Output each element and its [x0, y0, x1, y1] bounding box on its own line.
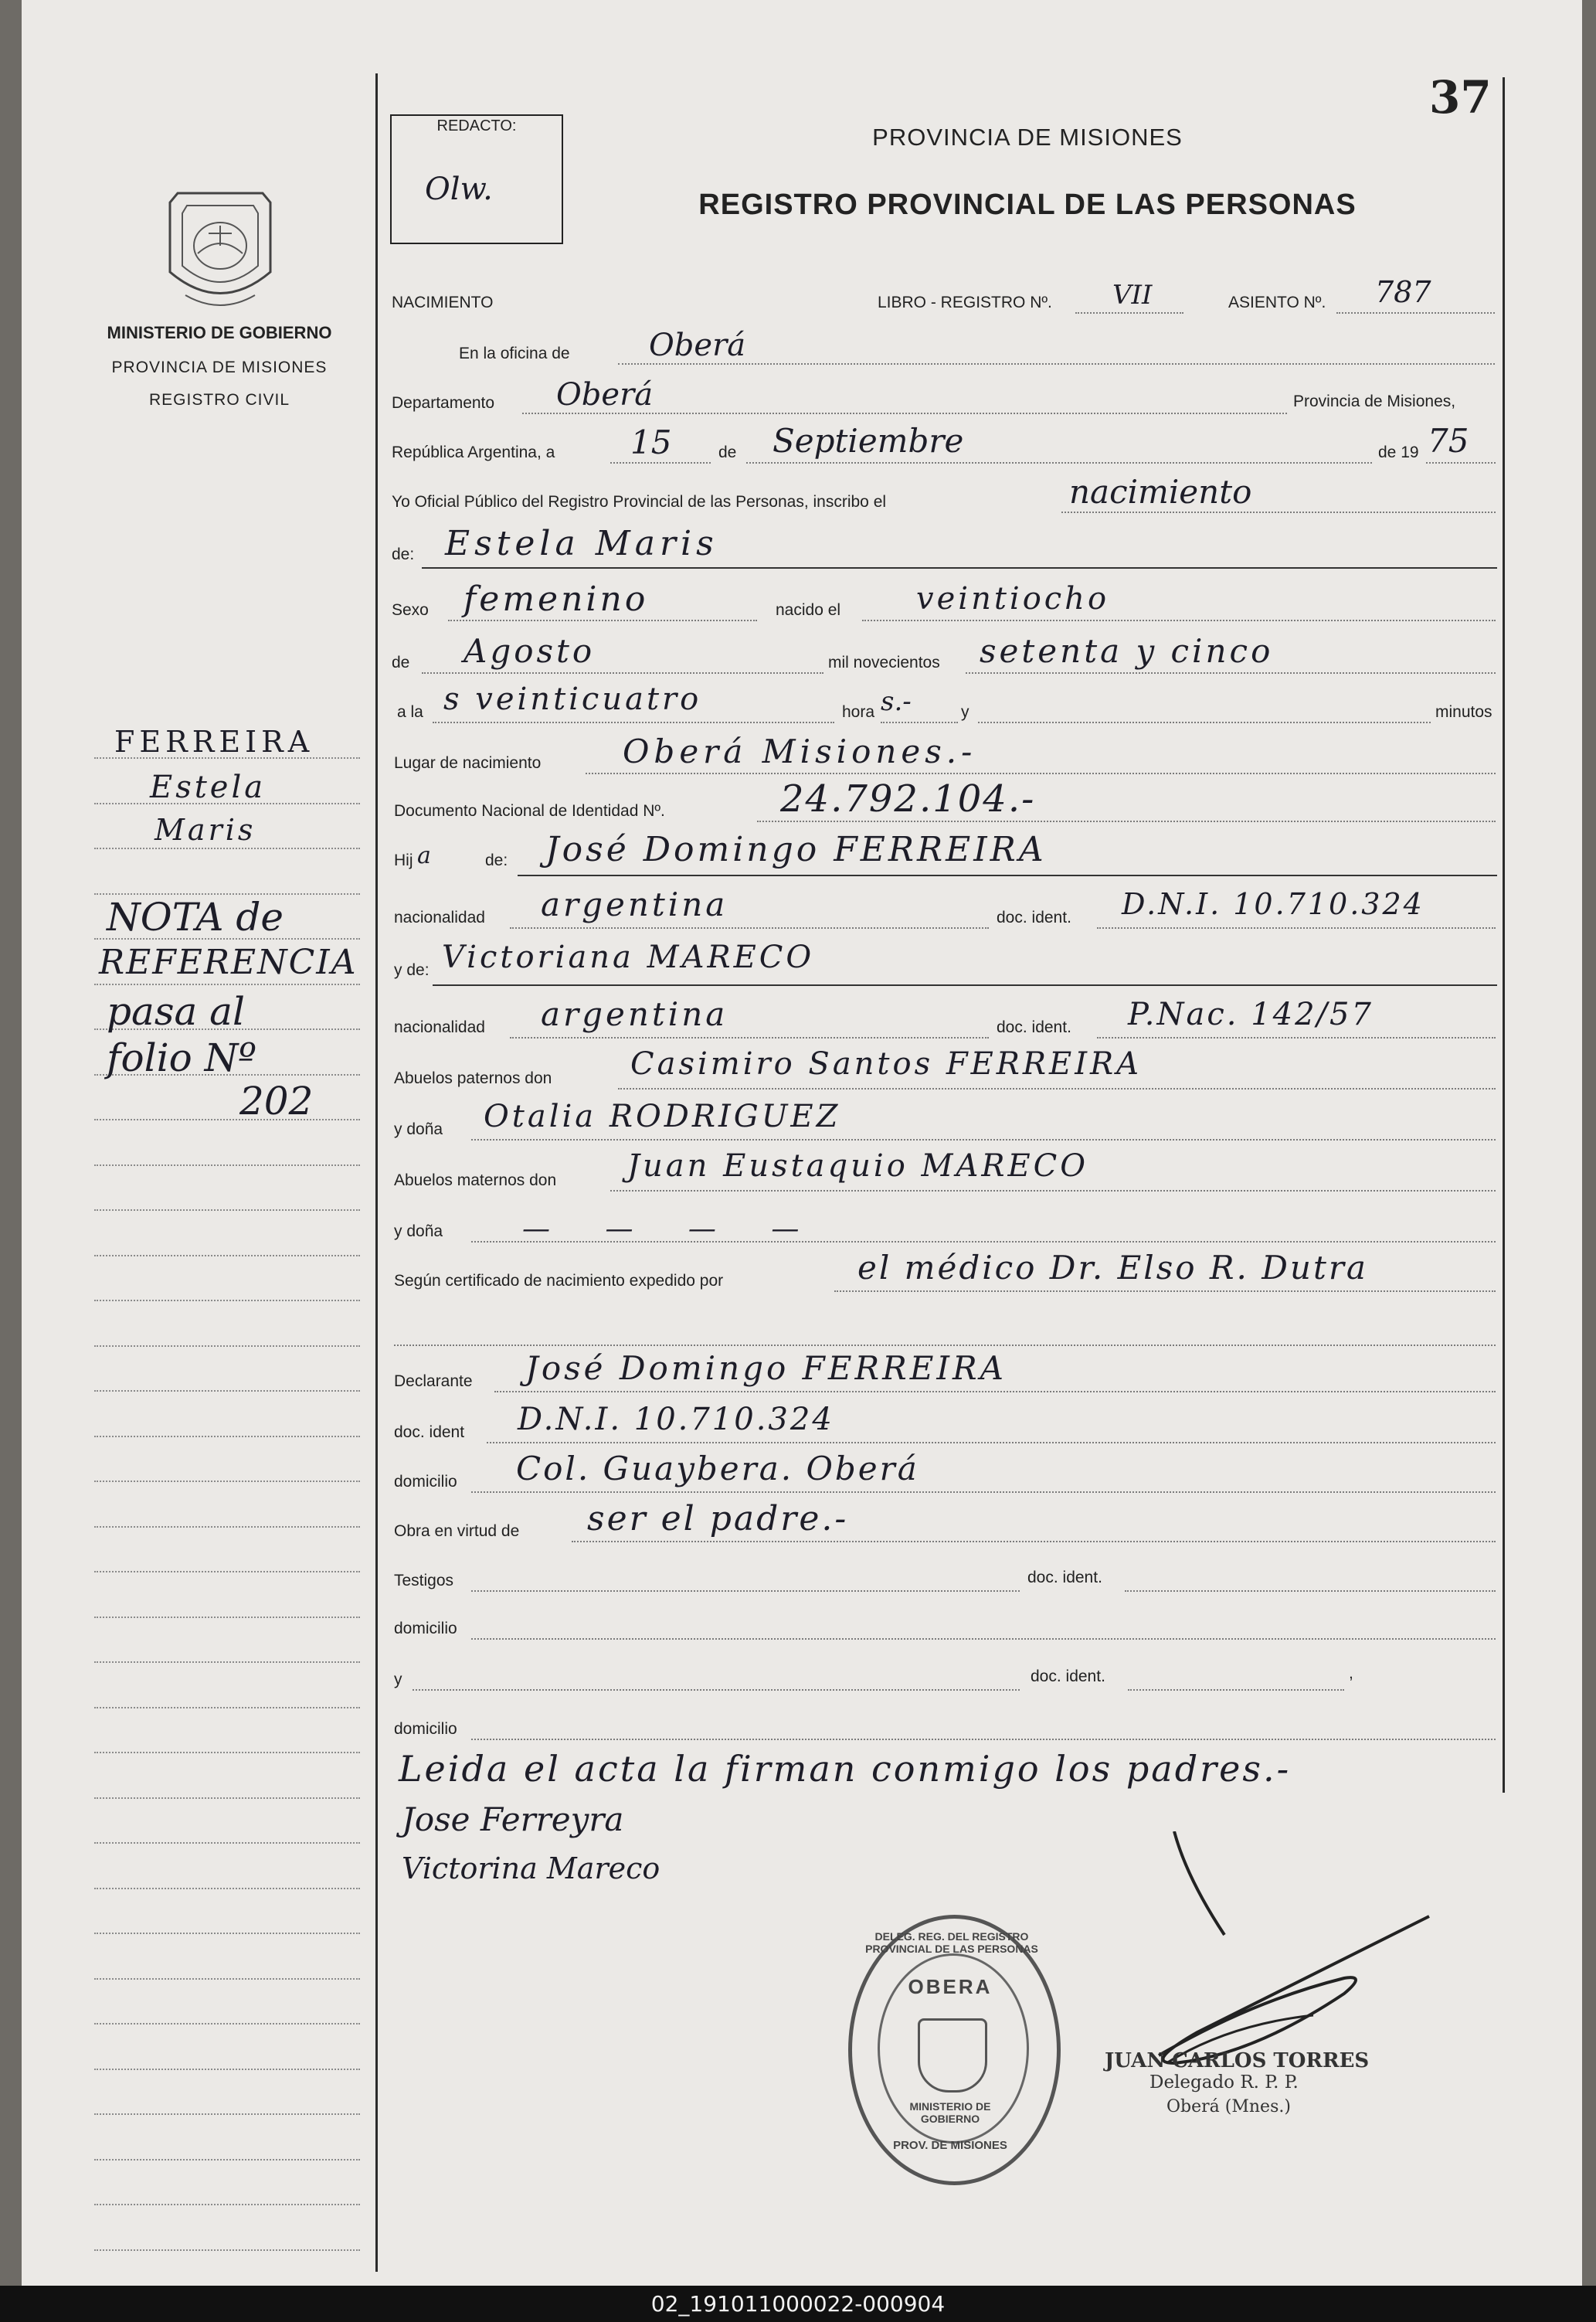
- departamento-value: Oberá: [556, 377, 654, 413]
- hora-rule: [881, 722, 958, 723]
- margin-rule: [94, 1842, 360, 1844]
- nac2-rule: [510, 1037, 989, 1039]
- father-value: José Domingo FERREIRA: [545, 830, 1047, 869]
- republica-label: República Argentina, a: [392, 444, 555, 461]
- margin-rule: [94, 1617, 360, 1618]
- footer-image-id: 02_191011000022-000904: [650, 2291, 946, 2317]
- page-number: 37: [1429, 71, 1492, 124]
- margin-rule: [94, 1888, 360, 1889]
- day-rule: [610, 462, 711, 464]
- domicilio2-rule: [471, 1638, 1496, 1640]
- ala-label: a la: [397, 703, 423, 721]
- nacido-label: nacido el: [776, 601, 841, 619]
- signature-father: Jose Ferreyra: [402, 1800, 624, 1838]
- day-value: 15: [630, 423, 672, 461]
- seal-inner-text: MINISTERIO DE GOBIERNO: [909, 2100, 991, 2125]
- testigos-rule: [471, 1590, 1020, 1592]
- margin-rule: [94, 1300, 360, 1301]
- docid-5-label: doc. ident.: [1031, 1668, 1105, 1685]
- hij-suffix: a: [417, 842, 431, 869]
- margin-rule: [94, 1933, 360, 1934]
- nac1-rule: [510, 927, 989, 929]
- margin-note-line-5: 202: [239, 1079, 314, 1124]
- margin-rule: [94, 1978, 360, 1980]
- nacido-value: veintiocho: [916, 581, 1110, 617]
- margin-note-line-4: folio Nº: [107, 1035, 256, 1080]
- docid-3-label: doc. ident: [394, 1423, 465, 1441]
- margin-rule: [94, 2204, 360, 2205]
- seal-bottom-text: PROV. DE MISIONES: [893, 2139, 1007, 2152]
- docid-1-value: D.N.I. 10.710.324: [1122, 887, 1425, 921]
- redacto-value: Olw.: [425, 172, 493, 207]
- docid-1-label: doc. ident.: [997, 909, 1071, 926]
- inscribo-value: nacimiento: [1069, 473, 1252, 511]
- margin-rule: [94, 2249, 360, 2251]
- official-title: Delegado R. P. P.: [1149, 2072, 1299, 2093]
- nacimiento-label: NACIMIENTO: [392, 294, 494, 311]
- official-place: Oberá (Mnes.): [1166, 2097, 1291, 2116]
- ala-value: s veinticuatro: [443, 682, 702, 717]
- segun-rule: [834, 1290, 1496, 1292]
- margin-rule: [94, 1752, 360, 1753]
- testigos-label: Testigos: [394, 1572, 454, 1589]
- declarante-rule: [494, 1391, 1496, 1392]
- signature-mother: Victorina Mareco: [402, 1851, 660, 1885]
- de-label: de: [718, 444, 737, 461]
- abuelo-materno-value: Juan Eustaquio MARECO: [627, 1148, 1089, 1184]
- margin-rule: [94, 1707, 360, 1708]
- domicilio3-rule: [471, 1739, 1496, 1740]
- official-name: JUAN CARLOS TORRES: [1105, 2049, 1370, 2072]
- header-registry: REGISTRO PROVINCIAL DE LAS PERSONAS: [698, 189, 1357, 221]
- margin-rule: [94, 1526, 360, 1528]
- abuelos-paternos-label: Abuelos paternos don: [394, 1069, 552, 1087]
- segun-value: el médico Dr. Elso R. Dutra: [857, 1249, 1368, 1287]
- domicilio-1-value: Col. Guaybera. Oberá: [516, 1450, 919, 1487]
- seal-outer-text: DELEG. REG. DEL REGISTRO PROVINCIAL DE LAS PERSONAS: [865, 1930, 1038, 1955]
- yo-oficial-label: Yo Oficial Público del Registro Provincial de las Personas, inscribo el: [392, 493, 887, 511]
- mil-label: mil novecientos: [828, 654, 940, 671]
- redacto-label: REDACTO:: [436, 117, 517, 134]
- name-rule: [422, 567, 1497, 569]
- docid-2-label: doc. ident.: [997, 1018, 1071, 1036]
- leida-acta-text: Leida el acta la firman conmigo los padres.-: [399, 1748, 1292, 1790]
- libro-value: VII: [1112, 280, 1153, 311]
- margin-rule: [94, 1571, 360, 1572]
- margin-rule: [94, 984, 360, 985]
- mother-value: Victoriana MARECO: [442, 940, 815, 975]
- departamento-label: Departamento: [392, 394, 495, 412]
- segun-rule-2: [394, 1345, 1496, 1346]
- domicilio1-rule: [471, 1491, 1496, 1493]
- domicilio-3-label: domicilio: [394, 1720, 457, 1738]
- y2-rule: [413, 1689, 1020, 1691]
- provincia-suffix: Provincia de Misiones,: [1293, 393, 1456, 410]
- de-month-label: de: [392, 654, 410, 671]
- abuela-pat-rule: [471, 1139, 1496, 1141]
- dni-rule: [757, 821, 1496, 822]
- abuelo-mat-rule: [610, 1190, 1496, 1192]
- abuela-materna-value: — — — —: [522, 1213, 823, 1245]
- margin-note-line-1: NOTA de: [107, 895, 284, 940]
- margin-name-line-1: FERREIRA: [114, 725, 314, 759]
- ydona-1-label: y doña: [394, 1120, 443, 1138]
- year-label: de 19: [1378, 444, 1419, 461]
- margin-rule: [94, 1119, 360, 1120]
- docid1-rule: [1097, 927, 1496, 929]
- ministry-label: MINISTERIO DE GOBIERNO: [107, 323, 332, 342]
- name-value: Estela Maris: [445, 524, 718, 563]
- docid-4-label: doc. ident.: [1027, 1569, 1102, 1586]
- asiento-value: 787: [1375, 275, 1431, 309]
- lugar-label: Lugar de nacimiento: [394, 754, 542, 772]
- margin-rule: [94, 1661, 360, 1663]
- obra-label: Obra en virtud de: [394, 1522, 520, 1540]
- declarante-value: José Domingo FERREIRA: [525, 1349, 1007, 1387]
- sexo-value: femenino: [464, 580, 649, 619]
- docid-3-value: D.N.I. 10.710.324: [518, 1402, 834, 1437]
- oficina-value: Oberá: [649, 328, 746, 363]
- segun-label: Según certificado de nacimiento expedido por: [394, 1272, 724, 1290]
- right-border-line: [1503, 77, 1505, 1793]
- margin-rule: [94, 2113, 360, 2115]
- birth-month-rule: [422, 672, 823, 674]
- comma-mark: ,: [1349, 1664, 1353, 1682]
- margin-note-line-3: pasa al: [107, 989, 245, 1034]
- margin-rule: [94, 1345, 360, 1347]
- nacionalidad-2-value: argentina: [541, 995, 728, 1033]
- left-border-line: [375, 73, 378, 2272]
- sexo-rule: [448, 620, 757, 621]
- y-2-label: y: [394, 1671, 402, 1688]
- sexo-label: Sexo: [392, 601, 429, 619]
- ala-rule: [433, 722, 834, 723]
- abuelo-paterno-value: Casimiro Santos FERREIRA: [630, 1046, 1143, 1082]
- y-label: y: [961, 703, 969, 721]
- docid3-rule: [487, 1442, 1496, 1443]
- margin-rule: [94, 1390, 360, 1392]
- nacionalidad-1-value: argentina: [541, 886, 728, 923]
- year-value: 75: [1428, 422, 1469, 460]
- oficina-rule: [618, 363, 1495, 365]
- mil-value: setenta y cinco: [980, 632, 1274, 670]
- registro-civil-label: REGISTRO CIVIL: [148, 391, 290, 409]
- hora-label: hora: [842, 703, 875, 721]
- province-label: PROVINCIA DE MISIONES: [111, 359, 328, 376]
- margin-rule: [94, 2023, 360, 2025]
- ydona-2-label: y doña: [394, 1222, 443, 1240]
- father-rule: [518, 875, 1497, 876]
- margin-rule: [94, 1436, 360, 1437]
- nacido-rule: [862, 620, 1496, 621]
- margin-rule: [94, 1164, 360, 1166]
- departamento-rule: [522, 413, 1287, 414]
- obra-rule: [572, 1541, 1496, 1542]
- dni-label: Documento Nacional de Identidad Nº.: [394, 802, 665, 820]
- seal-town: OBERA: [908, 1975, 993, 1998]
- year-rule: [1426, 462, 1496, 464]
- margin-name-line-3: Maris: [155, 813, 256, 847]
- libro-rule: [1075, 312, 1183, 314]
- libro-label: LIBRO - REGISTRO Nº.: [878, 294, 1052, 311]
- lugar-value: Oberá Misiones.-: [623, 733, 977, 770]
- margin-rule: [94, 1797, 360, 1799]
- lugar-rule: [586, 773, 1496, 774]
- minutos-rule: [978, 722, 1431, 723]
- seal-shield-icon: [918, 2018, 987, 2093]
- mother-rule: [433, 984, 1497, 986]
- minutos-label: minutos: [1435, 703, 1492, 721]
- de-name-label: de:: [392, 546, 415, 563]
- margin-rule: [94, 1255, 360, 1256]
- hij-de-label: de:: [485, 852, 508, 869]
- docid-2-value: P.Nac. 142/57: [1128, 997, 1374, 1032]
- domicilio-1-label: domicilio: [394, 1473, 457, 1491]
- asiento-rule: [1336, 312, 1495, 314]
- docid4-rule: [1125, 1590, 1496, 1592]
- margin-note-line-2: REFERENCIA: [99, 943, 358, 982]
- nacionalidad-1-label: nacionalidad: [394, 909, 485, 926]
- mil-rule: [966, 672, 1496, 674]
- month-rule: [746, 462, 1372, 464]
- abuela-paterna-value: Otalia RODRIGUEZ: [484, 1099, 841, 1134]
- dni-value: 24.792.104.-: [780, 777, 1036, 821]
- inscribo-rule: [1061, 512, 1496, 513]
- oficina-label: En la oficina de: [459, 345, 570, 362]
- docid2-rule: [1097, 1037, 1496, 1039]
- hora-value: s.-: [881, 686, 912, 717]
- margin-rule: [94, 2159, 360, 2161]
- abuelos-maternos-label: Abuelos maternos don: [394, 1171, 557, 1189]
- abuelo-pat-rule: [618, 1088, 1496, 1090]
- month-value: Septiembre: [773, 422, 964, 460]
- nacionalidad-2-label: nacionalidad: [394, 1018, 485, 1036]
- domicilio-2-label: domicilio: [394, 1620, 457, 1637]
- obra-value: ser el padre.-: [587, 1499, 849, 1538]
- margin-rule: [94, 1209, 360, 1211]
- asiento-label: ASIENTO Nº.: [1228, 294, 1326, 311]
- hij-label: Hij: [394, 852, 413, 869]
- birth-month-value: Agosto: [464, 632, 596, 670]
- yde-label: y de:: [394, 961, 430, 979]
- margin-rule: [94, 848, 360, 849]
- declarante-label: Declarante: [394, 1372, 473, 1390]
- docid5-rule: [1128, 1689, 1344, 1691]
- margin-rule: [94, 2069, 360, 2070]
- margin-rule: [94, 1481, 360, 1482]
- margin-name-line-2: Estela: [150, 770, 267, 805]
- header-province: PROVINCIA DE MISIONES: [872, 124, 1183, 151]
- misiones-emblem-icon: [162, 179, 278, 317]
